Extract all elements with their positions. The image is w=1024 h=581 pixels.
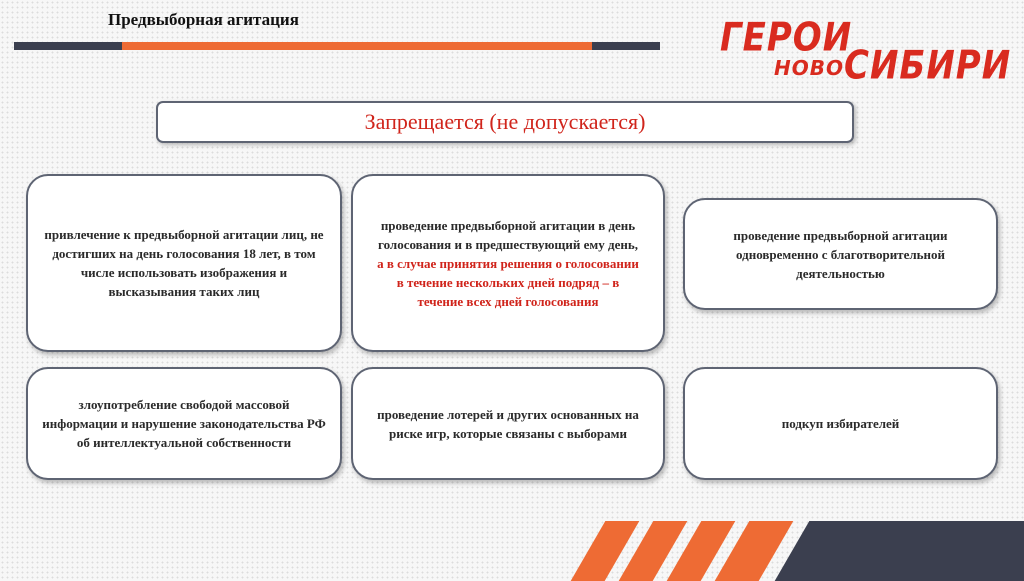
card-minors-text: привлечение к предвыборной агитации лиц, не достигших на день голосования 18 лет, в том числе использовать изображения и высказывания таких лиц (44, 227, 324, 299)
card-mass-media (26, 367, 342, 480)
card-charity (683, 198, 998, 310)
card-voting-day-text-red: а в случае принятия решения о голосовании в течение нескольких дней подряд – в течение всех дней голосования (377, 255, 639, 309)
title-underline-dark (14, 42, 122, 50)
prohibited-header (156, 101, 854, 143)
logo-line-1: ГЕРОИ (720, 15, 853, 61)
logo-line-2: НОВО (774, 56, 844, 80)
card-voting-day (351, 174, 665, 352)
decor-dark-band (775, 521, 1024, 581)
card-minors (26, 174, 342, 352)
logo-line-3: СИБИРИ (844, 43, 1012, 89)
title-underline-dark-end (592, 42, 660, 50)
card-bribery (683, 367, 998, 480)
card-lotteries (351, 367, 665, 480)
logo (718, 15, 1012, 92)
prohibited-header-text: Запрещается (не допускается) (364, 109, 646, 134)
card-mass-media-text: злоупотребление свободой массовой информации и нарушение законодательства РФ об интеллектуальной собственности (42, 397, 326, 450)
card-lotteries-text: проведение лотерей и других основанных на риске игр, которые связаны с выборами (377, 406, 639, 441)
page-title: Предвыборная агитация (108, 10, 299, 29)
card-bribery-text: подкуп избирателей (781, 416, 900, 431)
card-charity-text: проведение предвыборной агитации одновременно с благотворительной деятельностью (733, 227, 948, 281)
card-voting-day-text: проведение предвыборной агитации в день голосования и в предшествующий ему день, (378, 217, 638, 252)
title-underline-orange (122, 42, 592, 50)
